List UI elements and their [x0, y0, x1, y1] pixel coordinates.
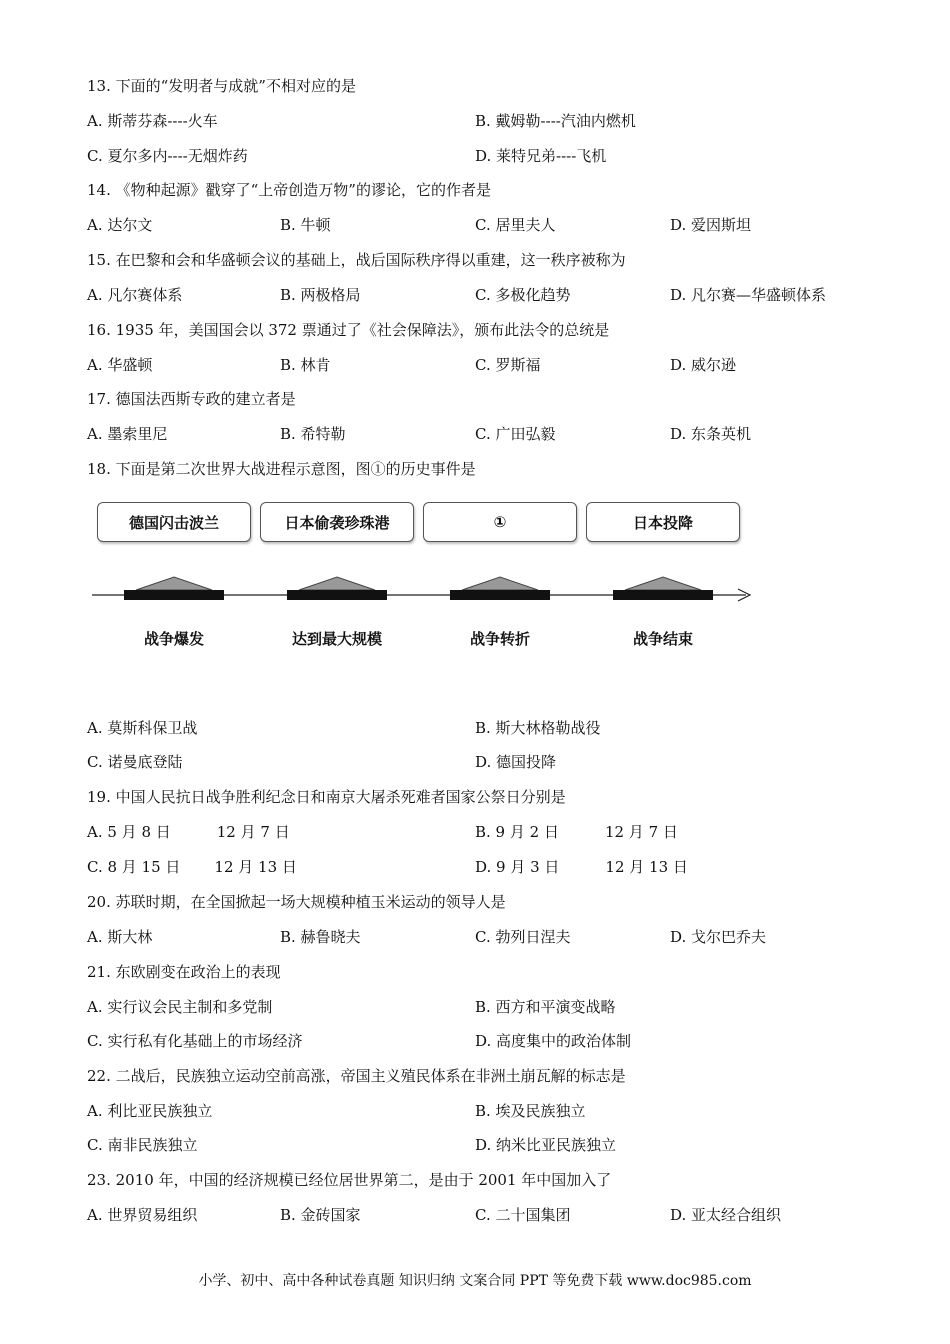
stage-label-4: 战争结束: [632, 630, 693, 648]
stage-label-3: 战争转折: [469, 630, 530, 648]
q20-options: [87, 927, 867, 947]
q19-option-c-first: C. 8 月 15 日: [87, 858, 181, 876]
q15-option-a: A. 凡尔赛体系: [87, 286, 183, 304]
q15-stem: 15. 在巴黎和会和华盛顿会议的基础上，战后国际秩序得以重建，这一秩序被称为: [87, 251, 626, 269]
q17-stem: 17. 德国法西斯专政的建立者是: [87, 390, 296, 408]
q21-option-c: C. 实行私有化基础上的市场经济: [87, 1032, 303, 1050]
q14-option-c: C. 居里夫人: [475, 216, 556, 234]
q18-options-row1: [87, 718, 867, 738]
q16-option-a: A. 华盛顿: [87, 356, 153, 374]
q16-option-c: C. 罗斯福: [475, 356, 541, 374]
q19-option-a-first: A. 5 月 8 日: [87, 823, 171, 841]
q14-option-d: D. 爱因斯坦: [670, 216, 752, 234]
timeline-marker-4: [613, 577, 713, 600]
q13-option-c: C. 夏尔多内----无烟炸药: [87, 147, 248, 165]
q19-options-row1: [87, 822, 867, 842]
q22-option-d: D. 纳米比亚民族独立: [475, 1136, 617, 1154]
q23-stem: 23. 2010 年，中国的经济规模已经位居世界第二，是由于 2001 年中国加入了: [87, 1171, 612, 1189]
q14-option-a: A. 达尔文: [87, 216, 153, 234]
q23-option-d: D. 亚太经合组织: [670, 1206, 782, 1224]
q22-option-c: C. 南非民族独立: [87, 1136, 198, 1154]
timeline: [88, 495, 768, 620]
q21-options-row1: [87, 997, 867, 1017]
event-box-2: 日本偷袭珍珠港: [260, 502, 414, 542]
q19-option-d-second: 12 月 13 日: [605, 858, 688, 876]
q16-options: [87, 355, 867, 375]
q16-option-b: B. 林肯: [280, 356, 331, 374]
q18-options-row2: [87, 752, 867, 772]
q18-stem: 18. 下面是第二次世界大战进程示意图，图①的历史事件是: [87, 460, 476, 478]
stage-label-1: 战争爆发: [143, 630, 204, 648]
q17-option-a: A. 墨索里尼: [87, 425, 168, 443]
q23-option-b: B. 金砖国家: [280, 1206, 361, 1224]
q19-option-c-second: 12 月 13 日: [214, 858, 297, 876]
timeline-marker-1: [124, 577, 224, 600]
event-box-3: ①: [423, 502, 577, 542]
q19-option-d-first: D. 9 月 3 日: [475, 858, 560, 876]
q13-option-d: D. 莱特兄弟----飞机: [475, 147, 607, 165]
q13-stem: 13. 下面的“发明者与成就”不相对应的是: [87, 77, 356, 95]
q19-option-c: [87, 857, 297, 877]
q19-option-b-first: B. 9 月 2 日: [475, 823, 559, 841]
q22-option-a: A. 利比亚民族独立: [87, 1102, 213, 1120]
q22-option-b: B. 埃及民族独立: [475, 1102, 586, 1120]
stage-label-2: 达到最大规模: [291, 630, 382, 648]
q19-option-a-second: 12 月 7 日: [216, 823, 290, 841]
q15-option-d: D. 凡尔赛—华盛顿体系: [670, 286, 827, 304]
q20-option-a: A. 斯大林: [87, 928, 153, 946]
q20-option-c: C. 勃列日涅夫: [475, 928, 571, 946]
q17-option-b: B. 希特勒: [280, 425, 346, 443]
q15-option-b: B. 两极格局: [280, 286, 361, 304]
q18-option-d: D. 德国投降: [475, 753, 557, 771]
q13-option-a: A. 斯蒂芬森----火车: [87, 112, 218, 130]
page-footer: 小学、初中、高中各种试卷真题 知识归纳 文案合同 PPT 等免费下载 www.doc985.com: [198, 1273, 752, 1289]
q18-option-b: B. 斯大林格勒战役: [475, 719, 601, 737]
q15-option-c: C. 多极化趋势: [475, 286, 571, 304]
q16-option-d: D. 威尔逊: [670, 356, 737, 374]
event-box-1: 德国闪击波兰: [97, 502, 251, 542]
event-box-4: 日本投降: [586, 502, 740, 542]
timeline-marker-2: [287, 577, 387, 600]
q17-options: [87, 424, 867, 444]
q23-option-a: A. 世界贸易组织: [87, 1206, 198, 1224]
q14-stem: 14. 《物种起源》戳穿了“上帝创造万物”的谬论，它的作者是: [87, 181, 491, 199]
q19-stem: 19. 中国人民抗日战争胜利纪念日和南京大屠杀死难者国家公祭日分别是: [87, 788, 566, 806]
q17-option-c: C. 广田弘毅: [475, 425, 556, 443]
q13-options-row1: [87, 111, 867, 131]
q17-option-d: D. 东条英机: [670, 425, 752, 443]
q20-stem: 20. 苏联时期，在全国掀起一场大规模种植玉米运动的领导人是: [87, 893, 506, 911]
ww2-progress-diagram: [88, 495, 768, 665]
q19-option-d: [475, 857, 688, 877]
q21-option-a: A. 实行议会民主制和多党制: [87, 998, 273, 1016]
q22-stem: 22. 二战后，民族独立运动空前高涨，帝国主义殖民体系在非洲土崩瓦解的标志是: [87, 1067, 626, 1085]
q21-options-row2: [87, 1031, 867, 1051]
q21-option-d: D. 高度集中的政治体制: [475, 1032, 632, 1050]
q20-option-b: B. 赫鲁晓夫: [280, 928, 361, 946]
q18-option-c: C. 诺曼底登陆: [87, 753, 183, 771]
q20-option-d: D. 戈尔巴乔夫: [670, 928, 767, 946]
q21-option-b: B. 西方和平演变战略: [475, 998, 616, 1016]
q14-option-b: B. 牛顿: [280, 216, 331, 234]
q23-options: [87, 1205, 867, 1225]
q15-options: [87, 285, 867, 305]
q22-options-row2: [87, 1135, 867, 1155]
q19-option-b: [475, 822, 678, 842]
q13-option-b: B. 戴姆勒----汽油内燃机: [475, 112, 636, 130]
timeline-marker-3: [450, 577, 550, 600]
q22-options-row1: [87, 1101, 867, 1121]
q13-options-row2: [87, 146, 867, 166]
q21-stem: 21. 东欧剧变在政治上的表现: [87, 963, 281, 981]
q23-option-c: C. 二十国集团: [475, 1206, 571, 1224]
q19-option-a: [87, 822, 290, 842]
q16-stem: 16. 1935 年，美国国会以 372 票通过了《社会保障法》，颁布此法令的总统是: [87, 321, 610, 339]
q14-options: [87, 215, 867, 235]
q19-option-b-second: 12 月 7 日: [604, 823, 678, 841]
q18-option-a: A. 莫斯科保卫战: [87, 719, 198, 737]
q19-options-row2: [87, 857, 867, 877]
